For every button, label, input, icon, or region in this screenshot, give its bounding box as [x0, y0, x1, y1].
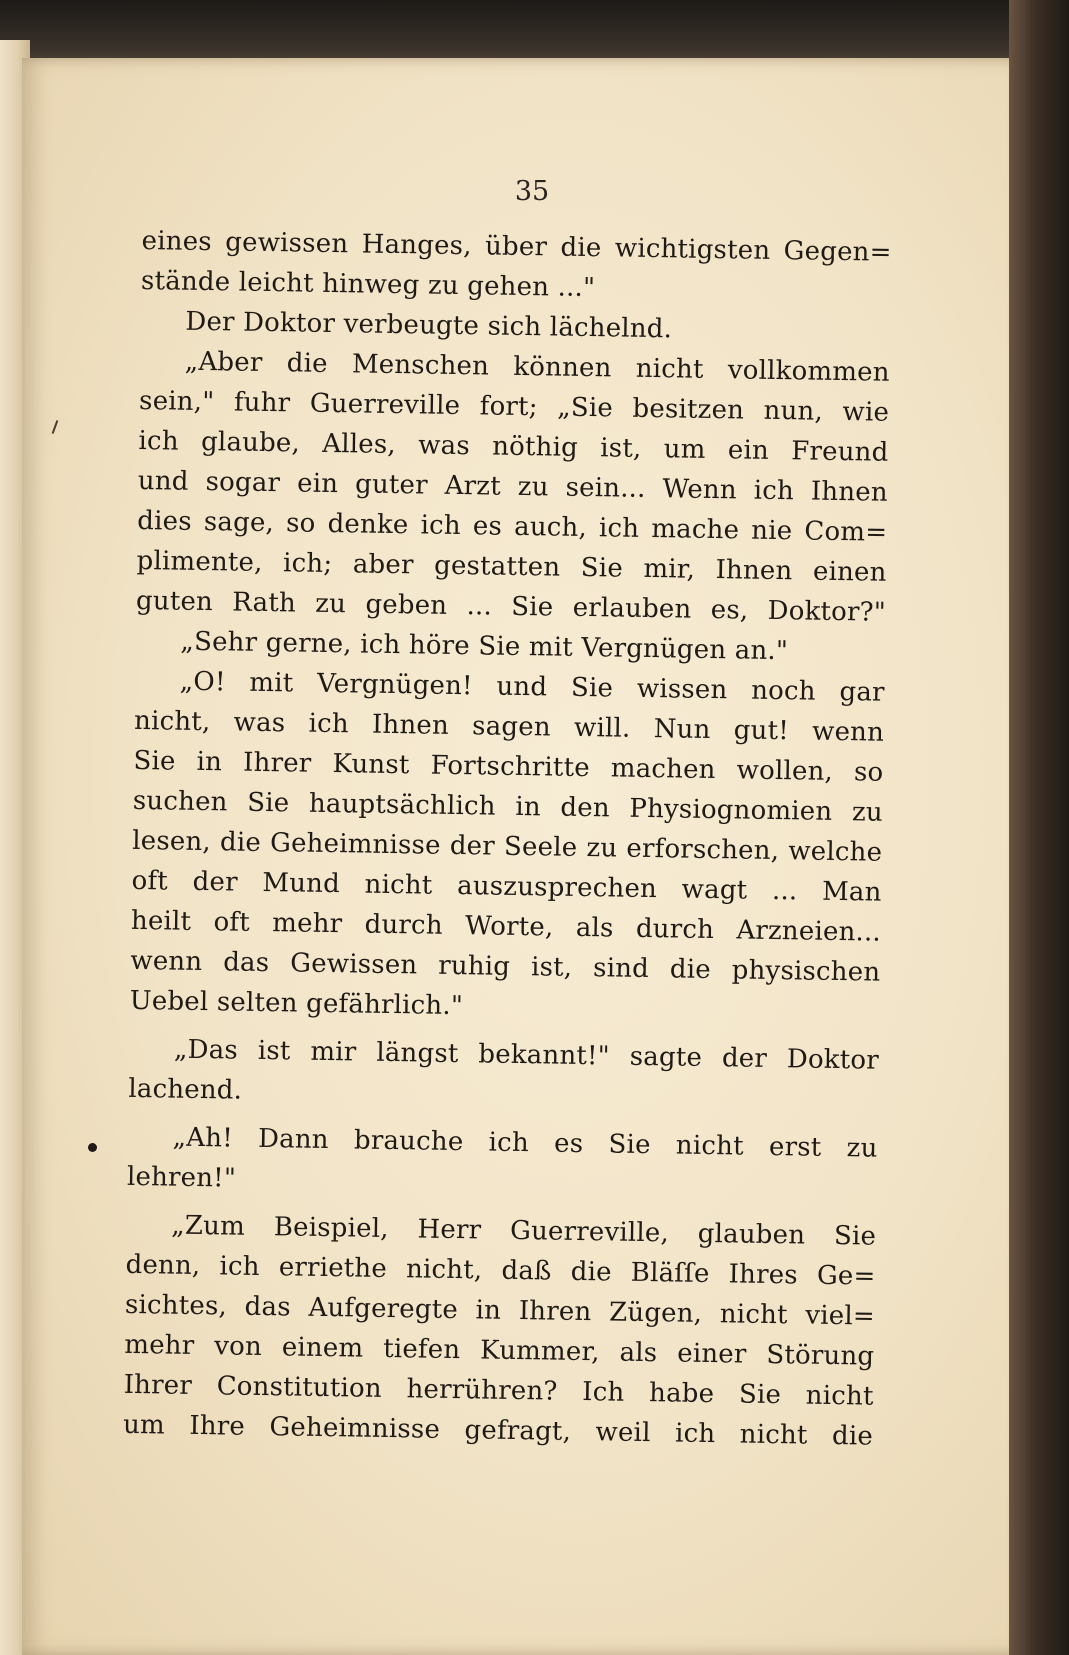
text-line: mehr von einem tiefen Kummer, als einer Störung	[124, 1329, 875, 1372]
gutter-mark	[52, 420, 59, 434]
text-line: stände leicht hinweg zu gehen ..."	[140, 265, 596, 304]
text-line: guten Rath zu geben ... Sie erlauben es, Doktor?"	[135, 585, 887, 628]
text-line: lachend.	[128, 1073, 243, 1106]
text-line: um Ihre Geheimnisse gefragt, weil ich nicht die	[122, 1409, 874, 1452]
text-line: sichtes, das Aufgeregte in Ihren Zügen, nicht viel=	[124, 1289, 876, 1332]
text-line: lehren!"	[126, 1161, 237, 1194]
book-page	[22, 58, 1022, 1655]
text-line: dies sage, so denke ich es auch, ich mache nie Com=	[137, 505, 888, 548]
text-line: heilt oft mehr durch Worte, als durch Arzneien...	[130, 905, 882, 948]
text-line: plimente, ich; aber gestatten Sie mir, Ihnen einen	[136, 545, 887, 588]
text-line: nicht, was ich Ihnen sagen will. Nun gut! wenn	[133, 705, 885, 748]
text-line: Uebel selten gefährlich."	[129, 985, 464, 1022]
page-text	[123, 221, 892, 1457]
text-line: „Ah! Dann brauche ich es Sie nicht erst zu	[172, 1122, 878, 1164]
text-line: wenn das Gewissen ruhig ist, sind die physischen	[130, 945, 881, 988]
text-line: „Aber die Menschen können nicht vollkommen	[184, 346, 890, 388]
text-line: „O! mit Vergnügen! und Sie wissen noch gar	[179, 666, 885, 708]
text-line: oft der Mund nicht auszusprechen wagt ... Man	[131, 865, 882, 908]
text-line: „Zum Beispiel, Herr Guerreville, glauben Sie	[170, 1210, 877, 1252]
text-line: Ihrer Constitution herrühren? Ich habe Sie nicht	[123, 1369, 874, 1412]
text-line: sein," fuhr Guerreville fort; „Sie besitzen nun, wie	[138, 385, 890, 428]
text-line: Sie in Ihrer Kunst Fortschritte machen wollen, so	[133, 745, 884, 788]
text-line: eines gewissen Hanges, über die wichtigsten Gegen=	[141, 225, 892, 268]
text-line: lesen, die Geheimnisse der Seele zu erforschen, welche	[132, 825, 883, 868]
book-cover-right-edge	[1009, 0, 1069, 1655]
text-line: denn, ich erriethe nicht, daß die Bläſſe Ihres Ge=	[125, 1249, 876, 1292]
margin-dot	[88, 1143, 97, 1152]
page-number: 35	[514, 176, 550, 207]
text-line: suchen Sie hauptsächlich in den Physiognomien zu	[132, 785, 884, 828]
text-line: Der Doktor verbeugte sich lächelnd.	[185, 306, 673, 345]
text-line: „Das ist mir längst bekannt!" sagte der Doktor	[173, 1034, 880, 1076]
text-line: „Sehr gerne, ich höre Sie mit Vergnügen an."	[180, 626, 789, 667]
text-line: und sogar ein guter Arzt zu sein... Wenn ich Ihnen	[137, 465, 889, 508]
text-line: ich glaube, Alles, was nöthig ist, um ein Freund	[138, 425, 889, 468]
